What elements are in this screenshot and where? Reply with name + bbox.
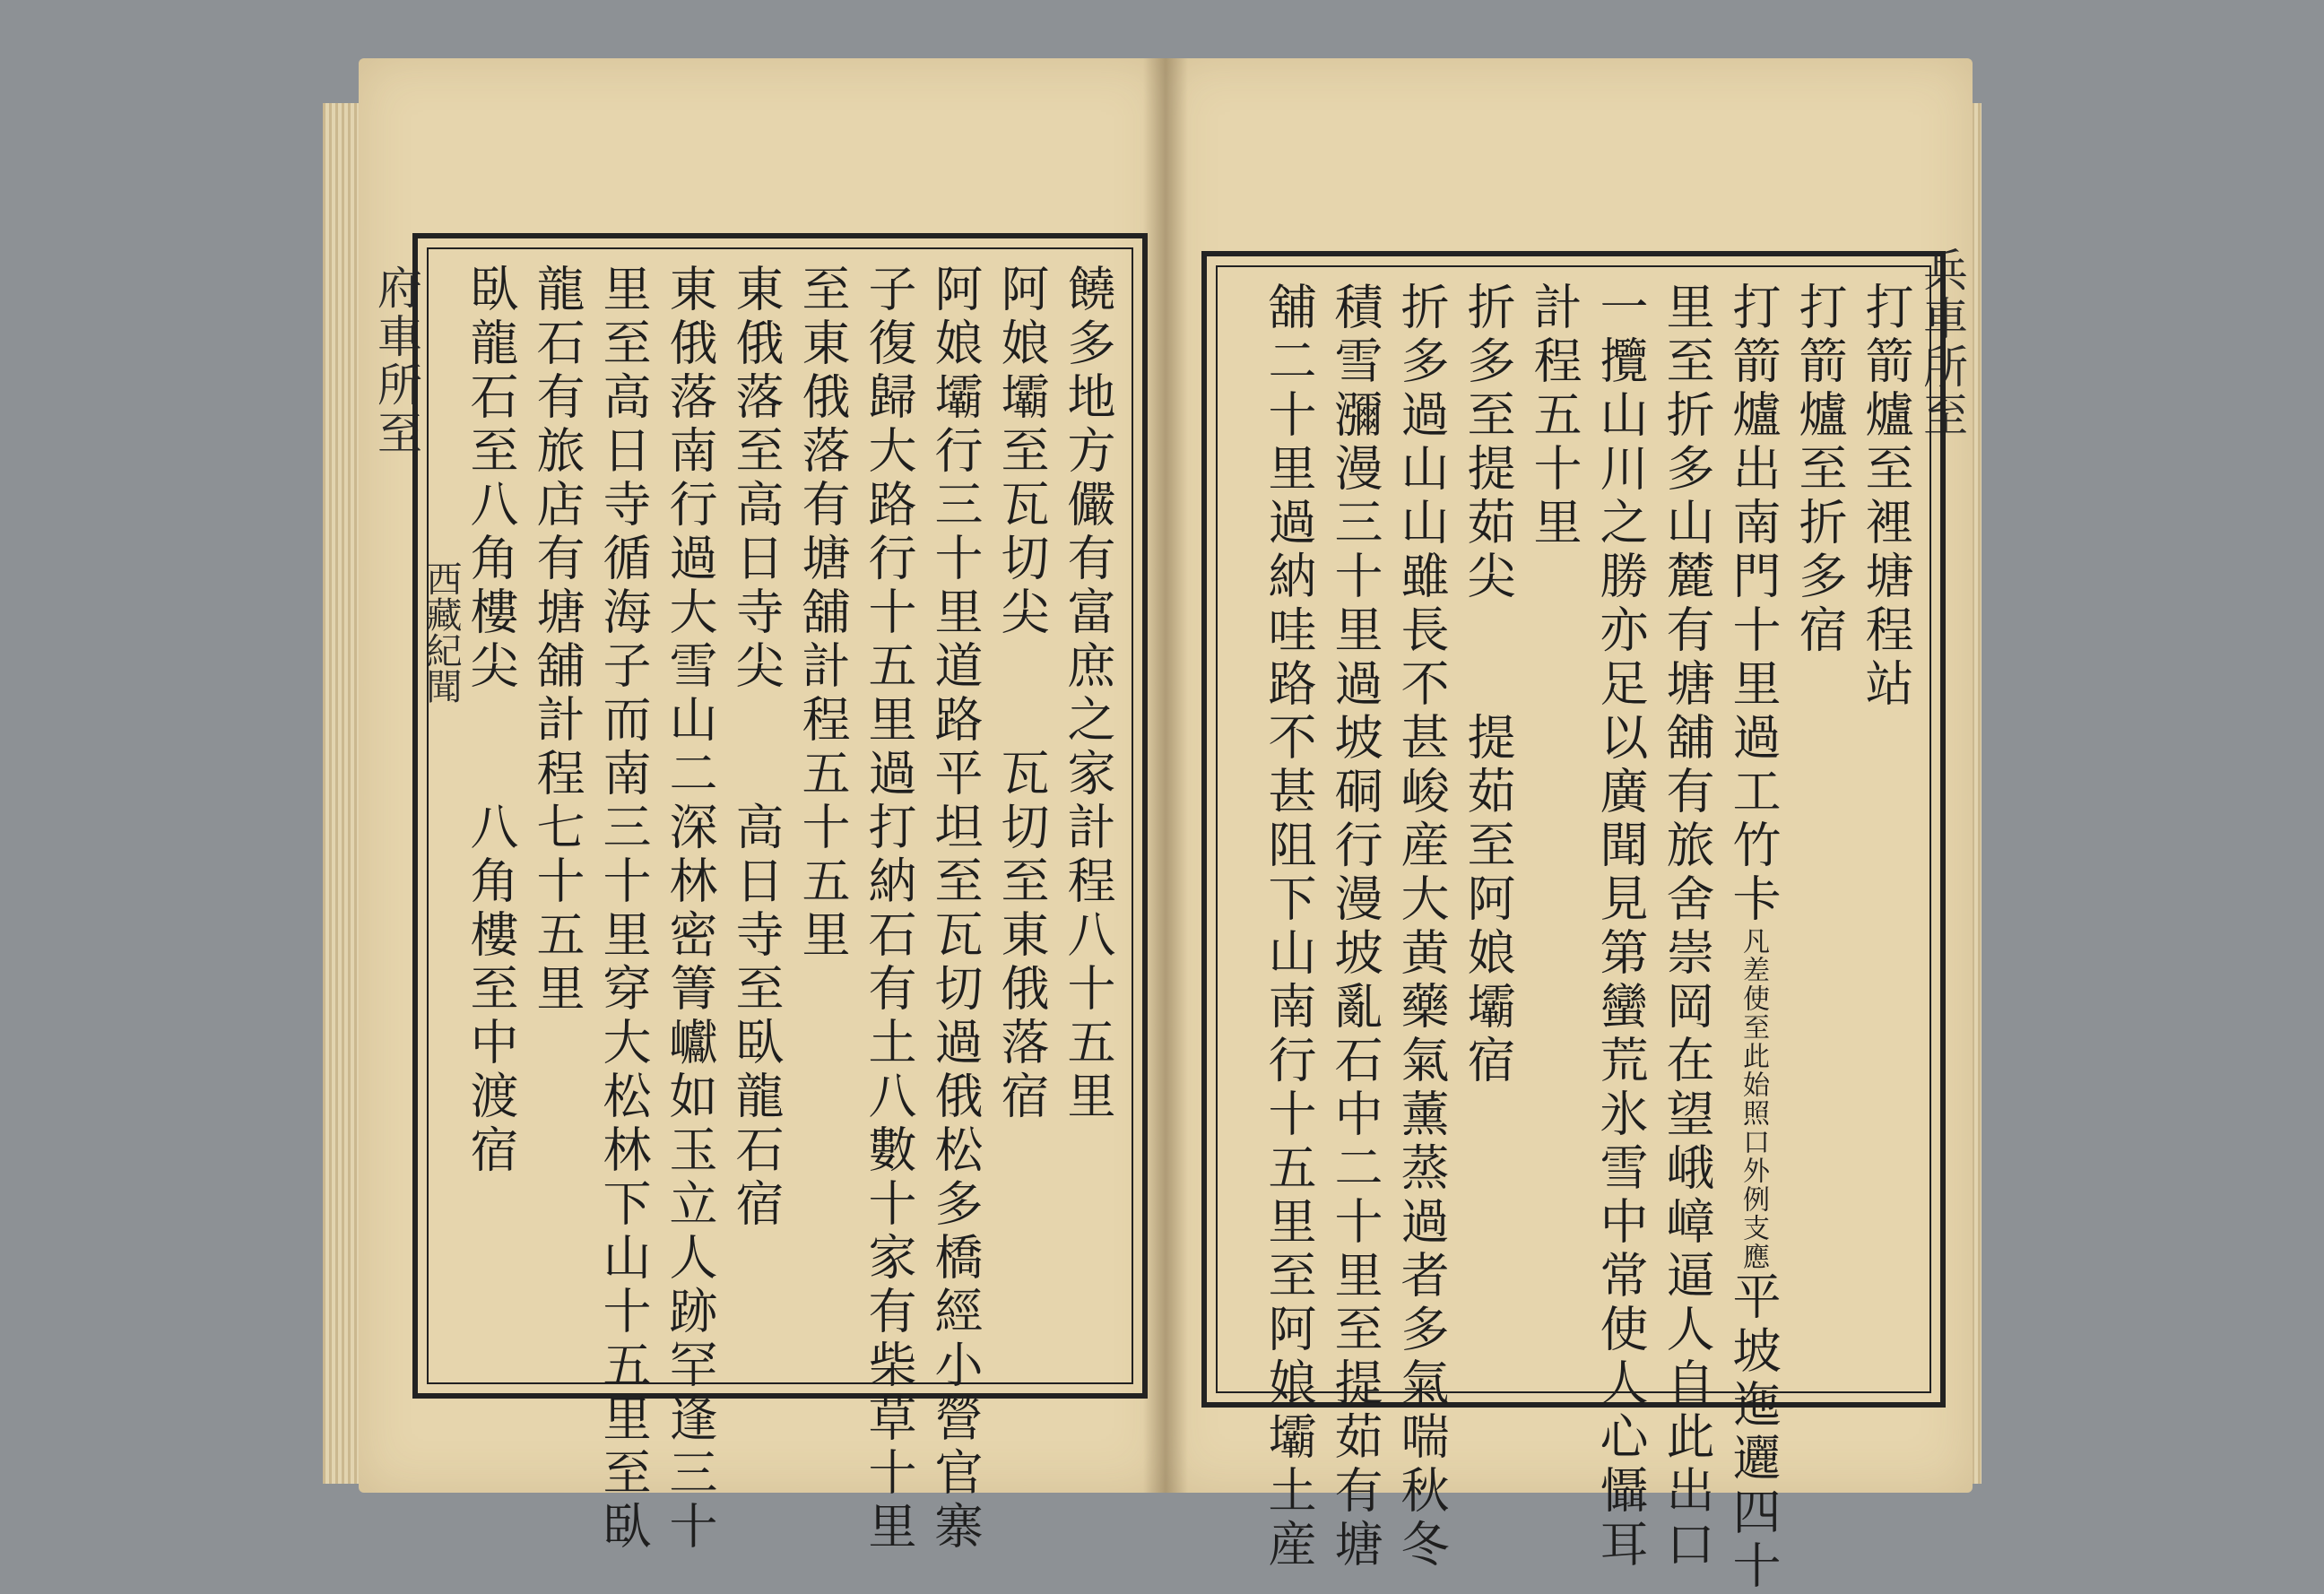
left-column: 子復歸大路行十五里過打納石有土八數十家有柴草十里 xyxy=(861,264,917,1555)
open-book xyxy=(323,49,1973,1594)
right-page xyxy=(1166,58,1973,1594)
right-column-text: 打箭爐出南門十里過工竹卡 xyxy=(1725,282,1782,927)
left-column: 阿娘壩行三十里道路平坦至瓦切過俄松多橋經小營官寨 xyxy=(927,264,984,1555)
right-column: 里至折多山麓有塘舖有旅舍崇岡在望峨嶂逼人自此出口 xyxy=(1659,282,1715,1572)
left-column: 饒多地方儼有富庶之家計程八十五里 xyxy=(1060,264,1116,1124)
right-column: 折多至提茹尖 提茹至阿娘壩宿 xyxy=(1460,282,1516,1088)
right-margin-title: 兵車所至 xyxy=(1916,247,1968,440)
right-text-columns xyxy=(1228,282,1919,1594)
right-column-tail: 平坡迤邐四十 xyxy=(1725,1271,1782,1594)
left-column: 里至高日寺循海子而南三十里穿大松林下山十五里至臥 xyxy=(595,264,652,1555)
left-text-frame xyxy=(412,233,1148,1555)
book-gutter xyxy=(1143,58,1188,1493)
left-margin-subtitle: 西藏紀聞 xyxy=(421,560,462,704)
left-column: 臥龍石至八角樓尖 八角樓至中渡宿 xyxy=(463,264,519,1178)
left-page xyxy=(359,58,1166,1555)
right-column: 打箭爐至折多宿 xyxy=(1791,282,1848,658)
left-text-columns xyxy=(439,264,1121,1555)
left-column: 至東俄落有塘舖計程五十五里 xyxy=(794,264,851,963)
right-column: 舖二十里過納哇路不甚阻下山南行十五里至阿娘壩土産 xyxy=(1261,282,1317,1572)
right-text-frame xyxy=(1201,251,1946,1594)
right-column: 打箭爐至裡塘程站 xyxy=(1858,282,1914,712)
left-column: 東俄落南行過大雪山二深林密箐巘如玉立人跡罕逢三十 xyxy=(662,264,718,1555)
left-column: 龍石有旅店有塘舖計程七十五里 xyxy=(529,264,585,1017)
interlinear-note: 凡差使至此始照口外例支應 xyxy=(1738,927,1769,1271)
right-column: 積雪瀰漫三十里過坡硐行漫坡亂石中二十里至提茹有塘 xyxy=(1327,282,1383,1572)
left-column: 阿娘壩至瓦切尖 瓦切至東俄落宿 xyxy=(993,264,1050,1124)
right-column: 折多過山山雖長不甚峻産大黄藥氣薰蒸過者多氣喘秋冬 xyxy=(1393,282,1450,1572)
left-margin-title: 府車所至 xyxy=(370,264,422,458)
right-column: 一攬山川之勝亦足以廣聞見第蠻荒氷雪中常使人心懾耳 xyxy=(1592,282,1649,1572)
right-column-with-note xyxy=(1720,282,1786,1594)
left-column: 東俄落至高日寺尖 高日寺至臥龍石宿 xyxy=(728,264,785,1232)
right-column: 計程五十里 xyxy=(1526,282,1583,550)
